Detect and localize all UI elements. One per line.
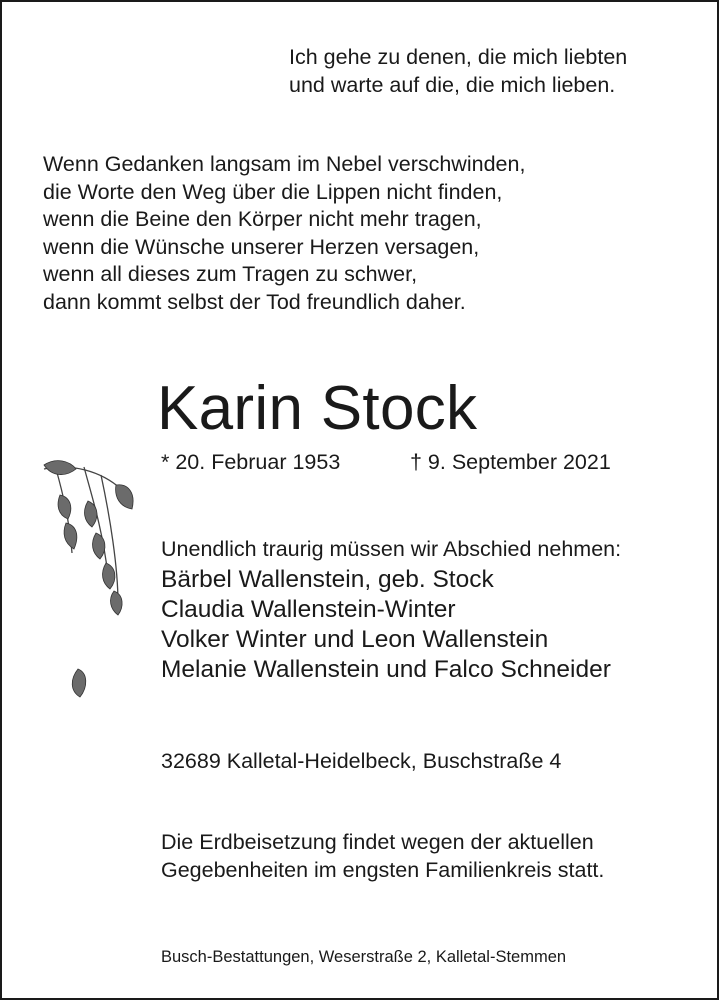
motto-line: und warte auf die, die mich lieben. bbox=[289, 73, 616, 97]
poem-line: die Worte den Weg über die Lippen nicht finden, bbox=[43, 179, 503, 204]
burial-line: Die Erdbeisetzung findet wegen der aktuellen bbox=[161, 830, 594, 854]
mourner-name: Bärbel Wallenstein, geb. Stock bbox=[161, 566, 494, 593]
undertaker-info: Busch-Bestattungen, Weserstraße 2, Kalletal-Stemmen bbox=[161, 948, 567, 966]
mourner-name: Claudia Wallenstein-Winter bbox=[161, 596, 456, 623]
mourner-list bbox=[161, 565, 611, 685]
death-date: † 9. September 2021 bbox=[410, 450, 611, 474]
motto-quote bbox=[289, 43, 627, 99]
poem-line: wenn die Wünsche unserer Herzen versagen, bbox=[43, 234, 480, 259]
burial-notice bbox=[161, 828, 604, 884]
deceased-name: Karin Stock bbox=[157, 374, 478, 443]
poem-line: dann kommt selbst der Tod freundlich daher. bbox=[43, 289, 466, 314]
birth-date: * 20. Februar 1953 bbox=[161, 450, 341, 474]
motto-line: Ich gehe zu denen, die mich liebten bbox=[289, 45, 628, 69]
mourner-name: Volker Winter und Leon Wallenstein bbox=[161, 626, 549, 653]
family-address: 32689 Kalletal-Heidelbeck, Buschstraße 4 bbox=[161, 749, 562, 773]
farewell-intro: Unendlich traurig müssen wir Abschied nehmen: bbox=[161, 537, 622, 561]
poem-line: wenn all dieses zum Tragen zu schwer, bbox=[43, 262, 418, 286]
poem-line: wenn die Beine den Körper nicht mehr tragen, bbox=[43, 207, 482, 231]
poem bbox=[43, 151, 525, 316]
mourner-name: Melanie Wallenstein und Falco Schneider bbox=[161, 656, 611, 683]
poem-line: Wenn Gedanken langsam im Nebel verschwinden, bbox=[43, 152, 526, 176]
birch-branch-icon bbox=[26, 457, 146, 717]
burial-line: Gegebenheiten im engsten Familienkreis statt. bbox=[161, 858, 605, 882]
